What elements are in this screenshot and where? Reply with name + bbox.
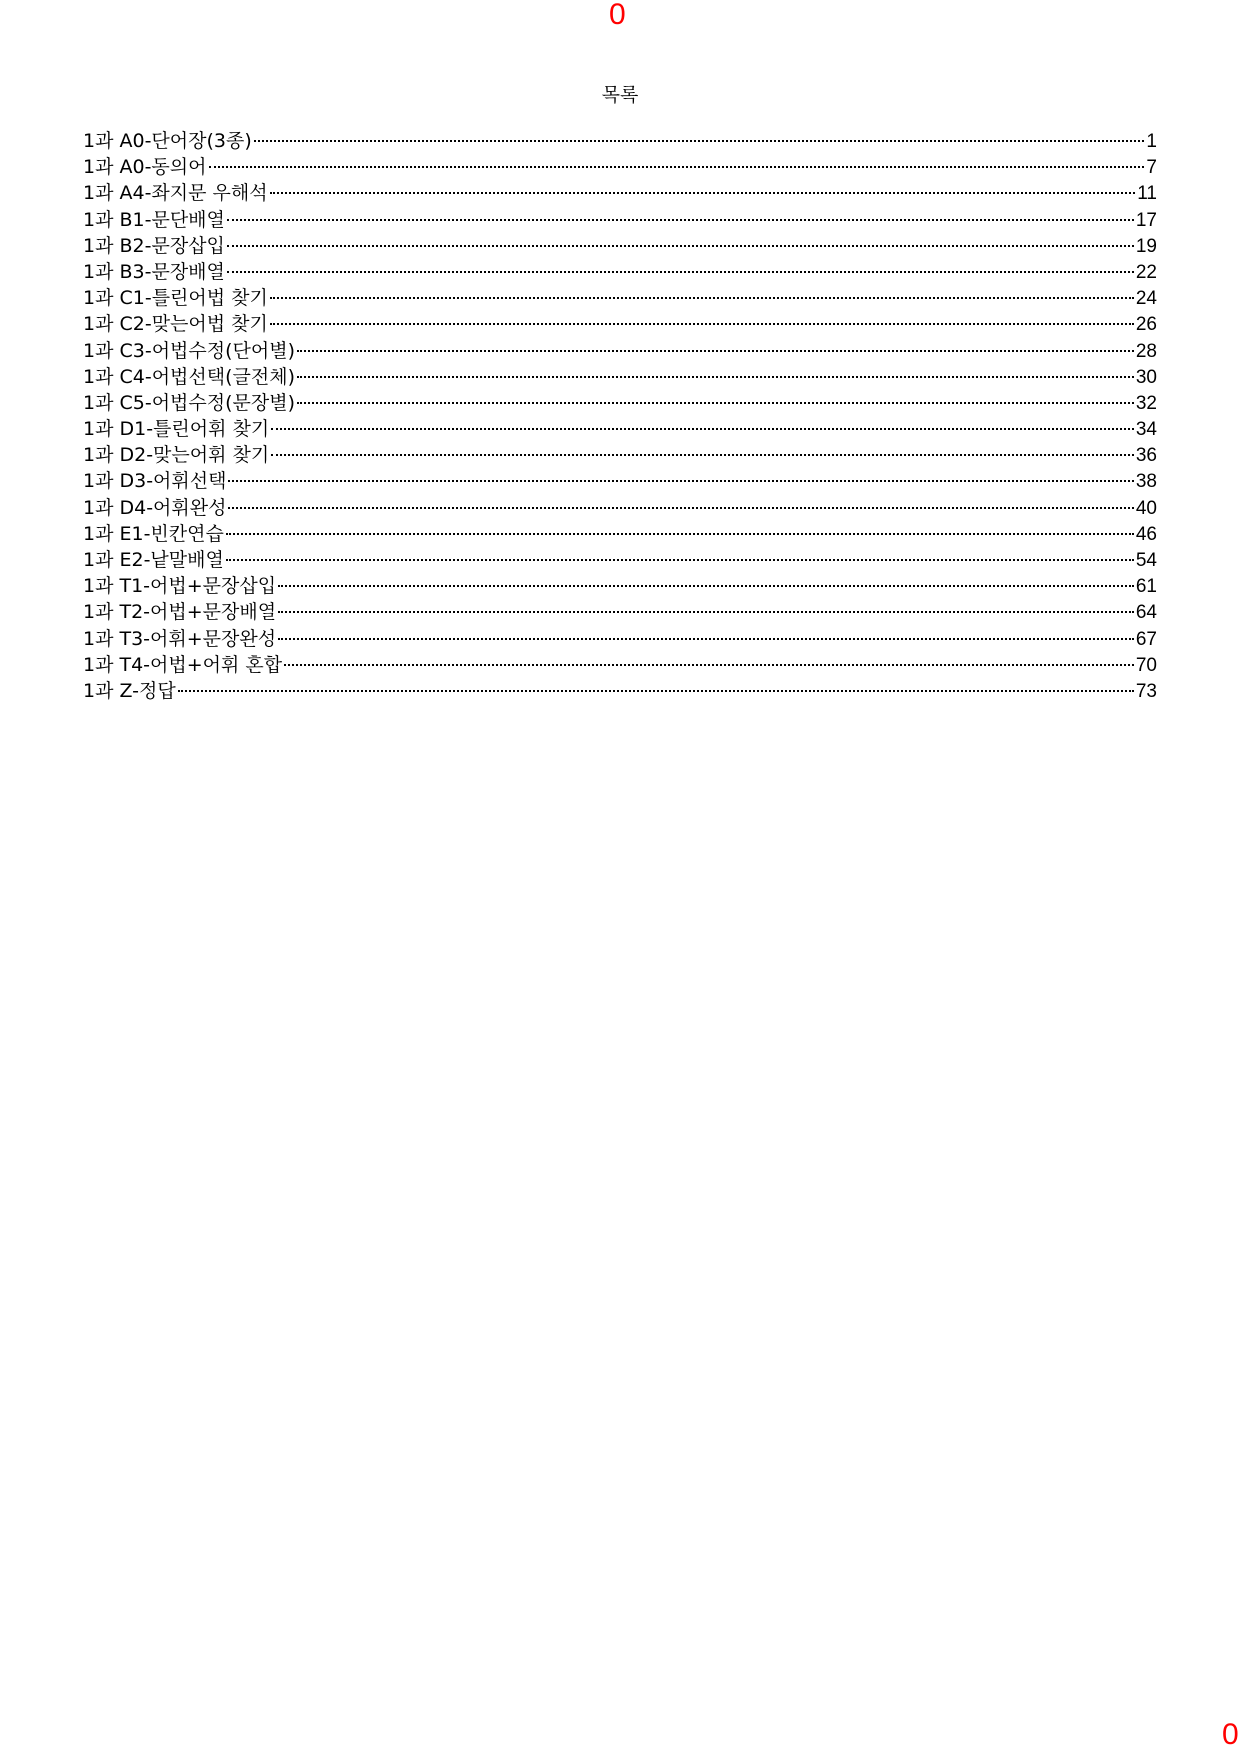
dot-leader — [271, 428, 1134, 430]
toc-entry-label: 1과 E1-빈칸연습 — [83, 522, 224, 545]
toc-entry[interactable] — [83, 309, 1157, 335]
toc-entry-label: 1과 C4-어법선택(글전체) — [83, 365, 295, 388]
dot-leader — [297, 350, 1134, 352]
toc-entry[interactable] — [83, 571, 1157, 597]
table-of-contents — [83, 126, 1157, 702]
toc-entry-page: 22 — [1135, 261, 1157, 283]
dot-leader — [270, 323, 1134, 325]
toc-entry-label: 1과 T2-어법+문장배열 — [83, 601, 277, 624]
dot-leader — [270, 192, 1136, 194]
toc-entry-page: 64 — [1135, 602, 1157, 624]
toc-entry-label: 1과 C3-어법수정(단어별) — [83, 339, 295, 362]
toc-entry-page: 24 — [1135, 288, 1157, 310]
toc-entry-page: 32 — [1135, 392, 1157, 414]
toc-entry-page: 30 — [1135, 366, 1157, 388]
toc-entry-page: 67 — [1135, 628, 1157, 650]
dot-leader — [227, 245, 1134, 247]
toc-entry[interactable] — [83, 466, 1157, 492]
toc-entry[interactable] — [83, 493, 1157, 519]
dot-leader — [278, 585, 1134, 587]
toc-entry[interactable] — [83, 597, 1157, 623]
toc-entry-page: 28 — [1135, 340, 1157, 362]
dot-leader — [226, 559, 1134, 561]
toc-entry-label: 1과 B2-문장삽입 — [83, 234, 225, 257]
page-number-bottom: 0 — [1222, 1718, 1239, 1751]
dot-leader — [278, 611, 1134, 613]
toc-entry-page: 61 — [1135, 576, 1157, 598]
dot-leader — [226, 533, 1134, 535]
toc-entry[interactable] — [83, 545, 1157, 571]
toc-entry-label: 1과 T1-어법+문장삽입 — [83, 575, 277, 598]
toc-entry[interactable] — [83, 283, 1157, 309]
toc-entry-page: 40 — [1135, 497, 1157, 519]
toc-entry-page: 1 — [1146, 131, 1157, 152]
dot-leader — [228, 480, 1133, 482]
toc-entry[interactable] — [83, 440, 1157, 466]
toc-entry-label: 1과 D3-어휘선택 — [83, 470, 227, 493]
toc-entry-label: 1과 T4-어법+어휘 혼합 — [83, 653, 283, 676]
dot-leader — [278, 638, 1134, 640]
toc-entry[interactable] — [83, 152, 1157, 178]
toc-entry-label: 1과 D1-틀린어휘 찾기 — [83, 418, 270, 441]
dot-leader — [297, 402, 1134, 404]
toc-entry-label: 1과 D2-맞는어휘 찾기 — [83, 444, 270, 467]
toc-entry-label: 1과 T3-어휘+문장완성 — [83, 627, 277, 650]
toc-title: 목록 — [601, 84, 639, 106]
dot-leader — [254, 140, 1145, 142]
toc-entry-page: 34 — [1135, 419, 1157, 441]
toc-entry-page: 7 — [1146, 157, 1157, 179]
toc-entry[interactable] — [83, 205, 1157, 231]
toc-entry-label: 1과 A0-동의어 — [83, 156, 207, 179]
toc-entry-page: 46 — [1135, 523, 1157, 545]
toc-entry[interactable] — [83, 178, 1157, 204]
toc-entry[interactable] — [83, 519, 1157, 545]
dot-leader — [209, 166, 1145, 168]
toc-entry-label: 1과 B1-문단배열 — [83, 208, 225, 231]
toc-entry[interactable] — [83, 362, 1157, 388]
toc-entry-page: 11 — [1137, 183, 1157, 205]
toc-entry-label: 1과 B3-문장배열 — [83, 260, 225, 283]
toc-entry-label: 1과 Z-정답 — [83, 679, 176, 702]
toc-entry[interactable] — [83, 231, 1157, 257]
toc-entry[interactable] — [83, 336, 1157, 362]
toc-entry[interactable] — [83, 624, 1157, 650]
toc-entry-page: 26 — [1135, 314, 1157, 336]
toc-entry-page: 70 — [1135, 654, 1157, 676]
toc-entry-label: 1과 D4-어휘완성 — [83, 496, 227, 519]
toc-entry-page: 38 — [1135, 471, 1157, 493]
toc-entry-label: 1과 A0-단어장(3종) — [83, 130, 252, 152]
toc-entry-label: 1과 C5-어법수정(문장별) — [83, 391, 295, 414]
toc-entry-label: 1과 E2-낱말배열 — [83, 549, 224, 571]
toc-entry-page: 73 — [1135, 680, 1157, 702]
dot-leader — [297, 376, 1134, 378]
toc-entry-label: 1과 A4-좌지문 우해석 — [83, 182, 268, 205]
toc-entry-page: 36 — [1135, 445, 1157, 467]
toc-entry-label: 1과 C2-맞는어법 찾기 — [83, 313, 268, 336]
dot-leader — [227, 271, 1134, 273]
toc-entry[interactable] — [83, 388, 1157, 414]
toc-entry-page: 19 — [1135, 235, 1157, 257]
toc-entry[interactable] — [83, 414, 1157, 440]
toc-entry[interactable] — [83, 676, 1157, 702]
dot-leader — [270, 297, 1134, 299]
toc-entry-page: 54 — [1135, 550, 1157, 571]
dot-leader — [227, 219, 1134, 221]
toc-entry[interactable] — [83, 257, 1157, 283]
toc-entry-label: 1과 C1-틀린어법 찾기 — [83, 287, 268, 310]
dot-leader — [178, 690, 1134, 692]
dot-leader — [284, 664, 1134, 666]
toc-entry[interactable] — [83, 126, 1157, 152]
dot-leader — [228, 507, 1133, 509]
toc-entry-page: 17 — [1135, 209, 1157, 231]
page-number-top: 0 — [609, 0, 626, 31]
dot-leader — [271, 454, 1134, 456]
toc-entry[interactable] — [83, 650, 1157, 676]
